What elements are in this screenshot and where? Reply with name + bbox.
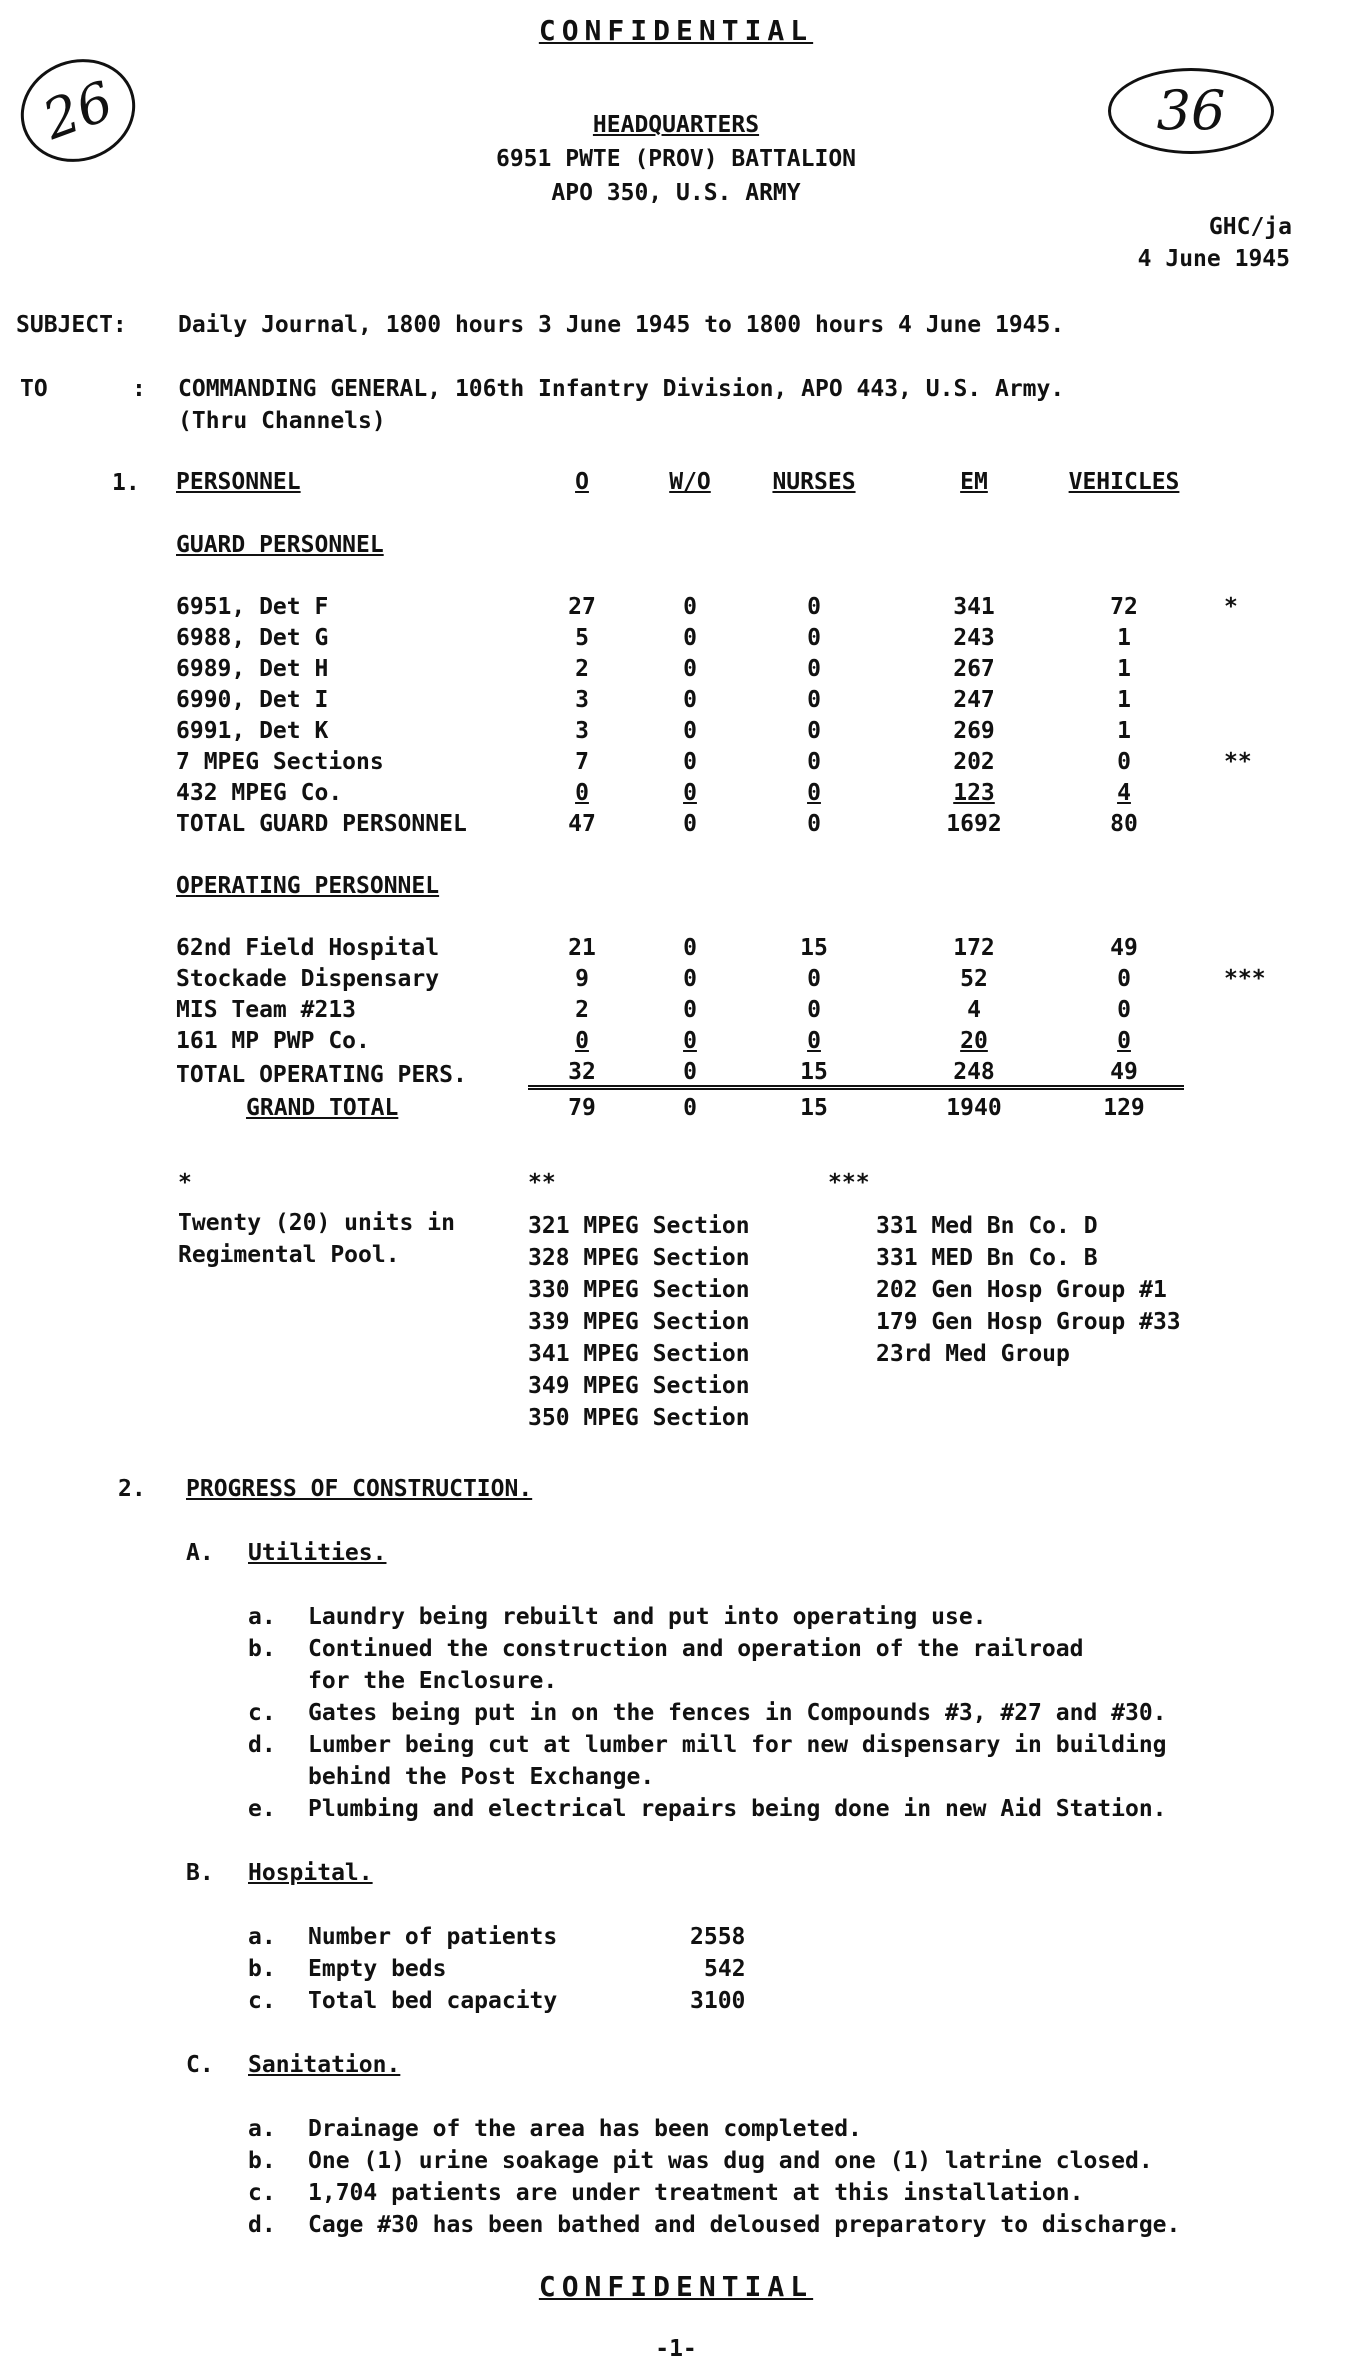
ref-code: GHC/ja: [1208, 214, 1292, 240]
guard-total-vehicles: 80: [1110, 811, 1138, 837]
hospital-item-a-letter: a.: [248, 1924, 276, 1950]
list-item: 328 MPEG Section: [528, 1245, 750, 1271]
org-line-2: 6951 PWTE (PROV) BATTALION: [495, 146, 857, 172]
handwritten-number-right-text: 36: [1156, 79, 1226, 142]
subject-text: Daily Journal, 1800 hours 3 June 1945 to 1800 hours 4 June 1945.: [178, 312, 1065, 338]
row-name: 62nd Field Hospital: [176, 935, 440, 961]
row-em: 267: [953, 656, 995, 682]
row-o: 2: [575, 997, 589, 1023]
row-o: 3: [575, 718, 589, 744]
page-number: -1-: [655, 2336, 697, 2362]
table-row: [176, 713, 1304, 744]
row-name: 6988, Det G: [176, 625, 329, 651]
list-item: 23rd Med Group: [876, 1341, 1070, 1367]
row-note: [1184, 713, 1304, 744]
row-vehicles: 0: [1117, 997, 1131, 1023]
hospital-item-a-label: Number of patients: [308, 1924, 558, 1950]
row-o: 27: [568, 594, 596, 620]
col-header-nurses: NURSES: [772, 469, 856, 495]
sanitation-item-d-letter: d.: [248, 2212, 276, 2238]
row-wo: 0: [683, 966, 697, 992]
personnel-table: [176, 464, 1304, 1121]
hospital-item-b-label: Empty beds: [308, 1956, 447, 1982]
row-nurses: 0: [807, 1028, 821, 1054]
handwritten-number-right: [1108, 68, 1274, 154]
subject-label: SUBJECT:: [16, 312, 127, 338]
subsection-c-title: Sanitation.: [248, 2052, 401, 2078]
grand-total-o: 79: [568, 1095, 596, 1121]
document-date: 4 June 1945: [1137, 246, 1290, 272]
row-note: [1184, 651, 1304, 682]
row-name: 161 MP PWP Co.: [176, 1028, 370, 1054]
row-nurses: 0: [807, 966, 821, 992]
col-header-wo: W/O: [669, 469, 711, 495]
utilities-item-c-letter: c.: [248, 1700, 276, 1726]
table-row: [176, 620, 1304, 651]
personnel-header-row: [176, 464, 1304, 495]
to-line-2: (Thru Channels): [178, 408, 386, 434]
row-note: **: [1224, 749, 1252, 775]
personnel-title: PERSONNEL: [176, 469, 301, 495]
personnel-table-wrapper: [176, 464, 1304, 1121]
table-row: [176, 682, 1304, 713]
row-o: 0: [575, 780, 589, 806]
guard-total-em: 1692: [946, 811, 1002, 837]
row-nurses: 0: [807, 687, 821, 713]
grand-total-vehicles: 129: [1103, 1095, 1145, 1121]
utilities-item-a-text: Laundry being rebuilt and put into operating use.: [308, 1604, 987, 1630]
row-nurses: 0: [807, 749, 821, 775]
row-wo: 0: [683, 997, 697, 1023]
hospital-item-c-value: 3100: [690, 1988, 746, 2014]
sanitation-item-b-letter: b.: [248, 2148, 276, 2174]
list-item: 350 MPEG Section: [528, 1405, 750, 1431]
table-row: [176, 775, 1304, 806]
utilities-item-d-text-2: behind the Post Exchange.: [308, 1764, 655, 1790]
hospital-item-b-value: 542: [704, 1956, 746, 1982]
hospital-item-b-letter: b.: [248, 1956, 276, 1982]
operating-total-vehicles: 49: [1064, 1054, 1184, 1088]
row-em: 247: [953, 687, 995, 713]
guard-personnel-heading: GUARD PERSONNEL: [176, 532, 384, 558]
guard-total-nurses: 0: [807, 811, 821, 837]
hospital-item-a-value: 2558: [690, 1924, 746, 1950]
classification-top: CONFIDENTIAL: [538, 14, 814, 47]
grand-total-em: 1940: [946, 1095, 1002, 1121]
utilities-item-c-text: Gates being put in on the fences in Compounds #3, #27 and #30.: [308, 1700, 1167, 1726]
table-row: [176, 961, 1304, 992]
row-wo: 0: [683, 1028, 697, 1054]
subsection-a-letter: A.: [186, 1540, 214, 1566]
row-em: 202: [953, 749, 995, 775]
row-name: 6951, Det F: [176, 594, 329, 620]
row-em: 269: [953, 718, 995, 744]
section-2-number: 2.: [118, 1476, 146, 1502]
row-em: 172: [953, 935, 995, 961]
sanitation-item-b-text: One (1) urine soakage pit was dug and one (1) latrine closed.: [308, 2148, 1153, 2174]
row-vehicles: 4: [1117, 780, 1131, 806]
row-name: MIS Team #213: [176, 997, 357, 1023]
list-item: 330 MPEG Section: [528, 1277, 750, 1303]
operating-total-label: TOTAL OPERATING PERS.: [176, 1061, 467, 1088]
sanitation-item-a-text: Drainage of the area has been completed.: [308, 2116, 862, 2142]
sanitation-item-a-letter: a.: [248, 2116, 276, 2142]
row-name: 432 MPEG Co.: [176, 780, 343, 806]
operating-total-nurses: 15: [744, 1054, 884, 1088]
row-em: 52: [960, 966, 988, 992]
utilities-item-b-letter: b.: [248, 1636, 276, 1662]
row-o: 3: [575, 687, 589, 713]
grand-total-nurses: 15: [800, 1095, 828, 1121]
org-line-3: APO 350, U.S. ARMY: [551, 180, 801, 206]
row-o: 5: [575, 625, 589, 651]
operating-heading-row: [176, 868, 1304, 899]
row-wo: 0: [683, 749, 697, 775]
row-vehicles: 0: [1117, 966, 1131, 992]
list-item: 341 MPEG Section: [528, 1341, 750, 1367]
to-label: TO: [20, 376, 48, 402]
row-nurses: 0: [807, 594, 821, 620]
row-note: [1184, 992, 1304, 1023]
row-name: Stockade Dispensary: [176, 966, 440, 992]
row-vehicles: 1: [1117, 625, 1131, 651]
subsection-c-letter: C.: [186, 2052, 214, 2078]
footnote-1-line-2: Regimental Pool.: [178, 1242, 400, 1268]
row-wo: 0: [683, 935, 697, 961]
operating-total-row: [176, 1054, 1304, 1088]
row-o: 2: [575, 656, 589, 682]
sanitation-item-d-text: Cage #30 has been bathed and deloused preparatory to discharge.: [308, 2212, 1181, 2238]
row-note: [1184, 1023, 1304, 1054]
row-vehicles: 0: [1117, 1028, 1131, 1054]
row-em: 4: [967, 997, 981, 1023]
list-item: 179 Gen Hosp Group #33: [876, 1309, 1181, 1335]
guard-total-wo: 0: [683, 811, 697, 837]
section-1-number: 1.: [112, 470, 140, 496]
row-note: ***: [1224, 966, 1266, 992]
classification-bottom: CONFIDENTIAL: [538, 2270, 814, 2303]
list-item: 321 MPEG Section: [528, 1213, 750, 1239]
handwritten-number-left-text: 26: [34, 69, 122, 152]
row-vehicles: 1: [1117, 718, 1131, 744]
footnote-mark-3: ***: [828, 1170, 870, 1196]
table-row: [176, 1023, 1304, 1054]
utilities-item-b-text-2: for the Enclosure.: [308, 1668, 558, 1694]
list-item: 331 Med Bn Co. D: [876, 1213, 1098, 1239]
utilities-item-d-letter: d.: [248, 1732, 276, 1758]
footnote-mark-1: *: [178, 1170, 192, 1196]
sanitation-item-c-text: 1,704 patients are under treatment at this installation.: [308, 2180, 1084, 2206]
operating-personnel-heading: OPERATING PERSONNEL: [176, 873, 440, 899]
table-row: [176, 930, 1304, 961]
row-vehicles: 1: [1117, 687, 1131, 713]
footnote-1-line-1: Twenty (20) units in: [178, 1210, 455, 1236]
col-header-vehicles: VEHICLES: [1068, 469, 1180, 495]
row-vehicles: 72: [1110, 594, 1138, 620]
utilities-item-d-text-1: Lumber being cut at lumber mill for new dispensary in building: [308, 1732, 1167, 1758]
row-vehicles: 0: [1117, 749, 1131, 775]
row-note: [1184, 930, 1304, 961]
row-note: [1184, 682, 1304, 713]
row-wo: 0: [683, 656, 697, 682]
list-item: 339 MPEG Section: [528, 1309, 750, 1335]
list-item: 202 Gen Hosp Group #1: [876, 1277, 1167, 1303]
grand-total-label: GRAND TOTAL: [246, 1095, 399, 1121]
row-name: 7 MPEG Sections: [176, 749, 384, 775]
footnote-2-list: [528, 1210, 750, 1434]
row-wo: 0: [683, 594, 697, 620]
row-wo: 0: [683, 780, 697, 806]
table-row: [176, 744, 1304, 775]
row-wo: 0: [683, 687, 697, 713]
row-note: [1184, 775, 1304, 806]
row-em: 341: [953, 594, 995, 620]
grand-total-row: [176, 1088, 1304, 1122]
list-item: 331 MED Bn Co. B: [876, 1245, 1098, 1271]
hospital-item-c-letter: c.: [248, 1988, 276, 2014]
row-name: 6990, Det I: [176, 687, 329, 713]
operating-total-wo: 0: [636, 1054, 744, 1088]
to-line-1: COMMANDING GENERAL, 106th Infantry Division, APO 443, U.S. Army.: [178, 376, 1065, 402]
row-note: *: [1224, 594, 1238, 620]
row-nurses: 0: [807, 997, 821, 1023]
to-colon: :: [132, 376, 146, 402]
col-header-em: EM: [960, 469, 988, 495]
row-nurses: 15: [800, 935, 828, 961]
guard-heading-row: [176, 527, 1304, 558]
footnote-3-list: [876, 1210, 1181, 1370]
hospital-item-c-label: Total bed capacity: [308, 1988, 558, 2014]
utilities-item-e-letter: e.: [248, 1796, 276, 1822]
row-name: 6989, Det H: [176, 656, 329, 682]
grand-total-wo: 0: [683, 1095, 697, 1121]
guard-total-row: [176, 806, 1304, 837]
operating-total-o: 32: [528, 1054, 636, 1088]
subsection-b-title: Hospital.: [248, 1860, 373, 1886]
row-nurses: 0: [807, 718, 821, 744]
section-2-title: PROGRESS OF CONSTRUCTION.: [186, 1476, 533, 1502]
table-row: [176, 589, 1304, 620]
org-line-1: HEADQUARTERS: [592, 112, 760, 138]
row-nurses: 0: [807, 625, 821, 651]
utilities-item-b-text-1: Continued the construction and operation of the railroad: [308, 1636, 1084, 1662]
utilities-item-a-letter: a.: [248, 1604, 276, 1630]
subsection-b-letter: B.: [186, 1860, 214, 1886]
list-item: 349 MPEG Section: [528, 1373, 750, 1399]
row-em: 243: [953, 625, 995, 651]
row-em: 20: [960, 1028, 988, 1054]
row-o: 0: [575, 1028, 589, 1054]
row-em: 123: [953, 780, 995, 806]
row-name: 6991, Det K: [176, 718, 329, 744]
row-wo: 0: [683, 625, 697, 651]
row-vehicles: 1: [1117, 656, 1131, 682]
guard-total-o: 47: [568, 811, 596, 837]
row-vehicles: 49: [1110, 935, 1138, 961]
guard-total-label: TOTAL GUARD PERSONNEL: [176, 811, 467, 837]
row-nurses: 0: [807, 656, 821, 682]
row-o: 9: [575, 966, 589, 992]
row-nurses: 0: [807, 780, 821, 806]
sanitation-item-c-letter: c.: [248, 2180, 276, 2206]
table-row: [176, 651, 1304, 682]
subsection-a-title: Utilities.: [248, 1540, 387, 1566]
row-o: 7: [575, 749, 589, 775]
row-o: 21: [568, 935, 596, 961]
operating-total-em: 248: [884, 1054, 1064, 1088]
row-wo: 0: [683, 718, 697, 744]
row-note: [1184, 620, 1304, 651]
footnote-mark-2: **: [528, 1170, 556, 1196]
col-header-o: O: [575, 469, 589, 495]
utilities-item-e-text: Plumbing and electrical repairs being done in new Aid Station.: [308, 1796, 1167, 1822]
table-row: [176, 992, 1304, 1023]
